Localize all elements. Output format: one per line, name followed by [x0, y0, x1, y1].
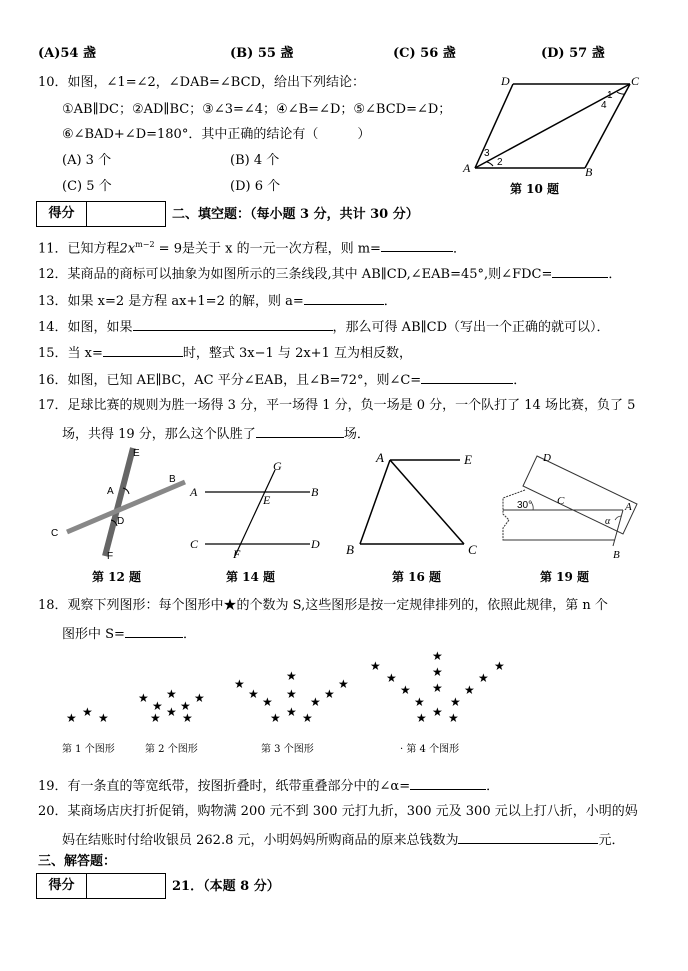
- q9-option-c: (C) 56 盏: [393, 46, 456, 61]
- q16: 16．如图，已知 AE∥BC，AC 平分∠EAB，且∠B=72°，则∠C= ．: [38, 370, 526, 390]
- q20-line1: 20．某商场店庆打折促销，购物满 200 元不到 300 元打九折，300 元及 300 元以上打八折，小明的妈: [38, 804, 638, 819]
- q21-heading: 21．（本题 8 分）: [172, 879, 280, 894]
- section3-title: 三、解答题：: [38, 854, 117, 869]
- f14-label-f: F: [233, 547, 241, 560]
- q19: 19．有一条直的等宽纸带，按图折叠时，纸带重叠部分中的∠α= ．: [38, 776, 499, 796]
- f16-label-b: B: [346, 542, 354, 557]
- f19-label-b: B: [613, 549, 620, 561]
- f16-line-ac: [390, 460, 464, 544]
- f12-label-c: C: [51, 528, 59, 539]
- star: ★: [194, 691, 205, 705]
- f19-label-d: D: [543, 452, 551, 464]
- q18-answer-blank[interactable]: [125, 624, 183, 638]
- f19-caption: 第 19 题: [540, 570, 590, 584]
- q17-line1: 17．足球比赛的规则为胜一场得 3 分，平一场得 1 分，负一场是 0 分，一个队打了 14 场比赛，负了 5: [38, 398, 636, 413]
- star: ★: [432, 665, 443, 679]
- star: ★: [414, 695, 425, 709]
- f16-label-e: E: [464, 452, 472, 467]
- q11-answer-blank[interactable]: [381, 238, 453, 252]
- star: ★: [370, 659, 381, 673]
- f14-label-c: C: [190, 537, 199, 551]
- score-value-field[interactable]: [87, 202, 165, 226]
- f12-line-ef: [105, 448, 133, 556]
- q16-answer-blank[interactable]: [421, 370, 513, 384]
- q18-line2: 图形中 S= ．: [62, 624, 196, 644]
- star: ★: [450, 695, 461, 709]
- star: ★: [310, 695, 321, 709]
- figure-14: [185, 456, 330, 560]
- q9-option-d: (D) 57 盏: [541, 46, 605, 61]
- q15: 15．当 x= 时，整式 3x−1 与 2x+1 互为相反数，: [38, 343, 412, 363]
- q17-line2: 场，共得 19 分，那么这个队胜了 场．: [62, 424, 370, 444]
- star: ★: [448, 711, 459, 725]
- star: ★: [150, 711, 161, 725]
- q13-answer-blank[interactable]: [304, 291, 384, 305]
- q9-option-a: (A)54 盏: [38, 46, 97, 61]
- star: ★: [66, 711, 77, 725]
- f14-line-gf: [235, 470, 275, 556]
- star: ★: [286, 687, 297, 701]
- q12: 12．某商品的商标可以抽象为如图所示的三条线段,其中 AB∥CD,∠EAB=45°,则∠FDC= ．: [38, 264, 621, 284]
- f12-label-b: B: [169, 474, 176, 485]
- star-caption-4: · 第 4 个图形: [400, 744, 460, 755]
- figure-16: [340, 448, 490, 562]
- f16-label-c: C: [468, 542, 477, 557]
- q10-line3: ⑥∠BAD+∠D=180°．其中正确的结论有（ ）: [62, 127, 371, 142]
- q20-line2: 妈在结账时付给收银员 262.8 元，小明妈妈所购商品的原来总钱数为 元．: [62, 830, 625, 850]
- q15-answer-blank[interactable]: [103, 343, 183, 357]
- f19-line-ab: [613, 510, 623, 546]
- f14-label-d: D: [311, 537, 320, 551]
- star: ★: [270, 711, 281, 725]
- q10-edge-ad: [475, 84, 513, 168]
- star-caption-3: 第 3 个图形: [261, 744, 314, 755]
- f12-label-e: E: [133, 448, 140, 459]
- star: ★: [152, 699, 163, 713]
- star: ★: [324, 687, 335, 701]
- score-box-section3: [36, 873, 166, 899]
- q10-figure: [455, 70, 645, 178]
- f14-label-g: G: [273, 459, 282, 473]
- q10-line1: 10．如图，∠1=∠2，∠DAB=∠BCD，给出下列结论：: [38, 75, 365, 90]
- q10-option-b: (B) 4 个: [230, 153, 280, 168]
- f19-angle-alpha: α: [605, 516, 611, 527]
- f12-label-f: F: [107, 551, 114, 562]
- star: ★: [166, 687, 177, 701]
- star: ★: [138, 691, 149, 705]
- f12-label-a: A: [107, 486, 114, 497]
- q17-answer-blank[interactable]: [256, 424, 344, 438]
- score-label: 得分: [37, 874, 87, 898]
- star: ★: [248, 687, 259, 701]
- f19-angle-30: 30°: [517, 500, 533, 511]
- f14-label-e: E: [263, 493, 271, 507]
- q10-caption: 第 10 题: [510, 182, 560, 196]
- q11: 11．已知方程$2x^{m-2} = 9$是关于 x 的一元一次方程，则 m= ．: [38, 240, 466, 257]
- star: ★: [286, 669, 297, 683]
- star: ★: [338, 677, 349, 691]
- q10-label-c: C: [631, 74, 640, 88]
- star: ★: [400, 683, 411, 697]
- star: ★: [234, 677, 245, 691]
- star: ★: [166, 705, 177, 719]
- section2-title: 二、填空题：（每小题 3 分，共计 30 分）: [172, 207, 419, 222]
- star: ★: [180, 699, 191, 713]
- q19-answer-blank[interactable]: [410, 776, 486, 790]
- star: ★: [464, 683, 475, 697]
- star: ★: [432, 681, 443, 695]
- q10-option-c: (C) 5 个: [62, 179, 112, 194]
- star: ★: [432, 705, 443, 719]
- q10-angle-2: 2: [497, 157, 503, 168]
- star: ★: [302, 711, 313, 725]
- f12-label-d: D: [117, 516, 125, 527]
- q10-angle-1: 1: [607, 90, 613, 101]
- score-value-field[interactable]: [87, 874, 165, 898]
- q9-option-b: (B) 55 盏: [230, 46, 294, 61]
- star: ★: [98, 711, 109, 725]
- star: ★: [478, 671, 489, 685]
- star: ★: [182, 711, 193, 725]
- q14: 14．如图，如果 ，那么可得 AB∥CD（写出一个正确的就可以）．: [38, 317, 610, 337]
- f19-label-a: A: [625, 501, 632, 513]
- star: ★: [432, 649, 443, 663]
- q12-answer-blank[interactable]: [552, 264, 608, 278]
- q10-option-d: (D) 6 个: [230, 179, 281, 194]
- star: ★: [416, 711, 427, 725]
- star: ★: [386, 671, 397, 685]
- star-caption-2: 第 2 个图形: [145, 744, 198, 755]
- figure-12: [45, 444, 190, 562]
- q10-angle-3: 3: [484, 148, 490, 159]
- q10-angle-4: 4: [601, 100, 607, 111]
- star-caption-1: 第 1 个图形: [62, 744, 115, 755]
- f12-caption: 第 12 题: [92, 570, 142, 584]
- q10-label-d: D: [501, 74, 510, 88]
- q13: 13．如果 x=2 是方程 ax+1=2 的解，则 a= ．: [38, 291, 397, 311]
- q10-option-a: (A) 3 个: [62, 153, 112, 168]
- star: ★: [494, 659, 505, 673]
- star: ★: [262, 695, 273, 709]
- q10-label-b: B: [585, 165, 593, 178]
- f16-line-ab: [360, 460, 390, 544]
- f14-label-a: A: [190, 485, 198, 499]
- q10-label-a: A: [463, 161, 471, 175]
- score-box-section2: [36, 201, 166, 227]
- f16-caption: 第 16 题: [392, 570, 442, 584]
- figure-19: [495, 448, 645, 566]
- f16-label-a: A: [376, 450, 384, 465]
- q20-answer-blank[interactable]: [458, 830, 598, 844]
- f14-caption: 第 14 题: [226, 570, 276, 584]
- q18-line1: 18．观察下列图形：每个图形中★的个数为 S,这些图形是按一定规律排列的，依照此规律，第 n 个: [38, 598, 608, 613]
- q14-answer-blank[interactable]: [133, 317, 333, 331]
- f19-label-c: C: [557, 495, 565, 507]
- star: ★: [82, 705, 93, 719]
- score-label: 得分: [37, 202, 87, 226]
- f14-label-b: B: [311, 485, 319, 499]
- q10-line2: ①AB∥DC；②AD∥BC；③∠3=∠4；④∠B=∠D；⑤∠BCD=∠D；: [62, 102, 452, 117]
- star: ★: [286, 705, 297, 719]
